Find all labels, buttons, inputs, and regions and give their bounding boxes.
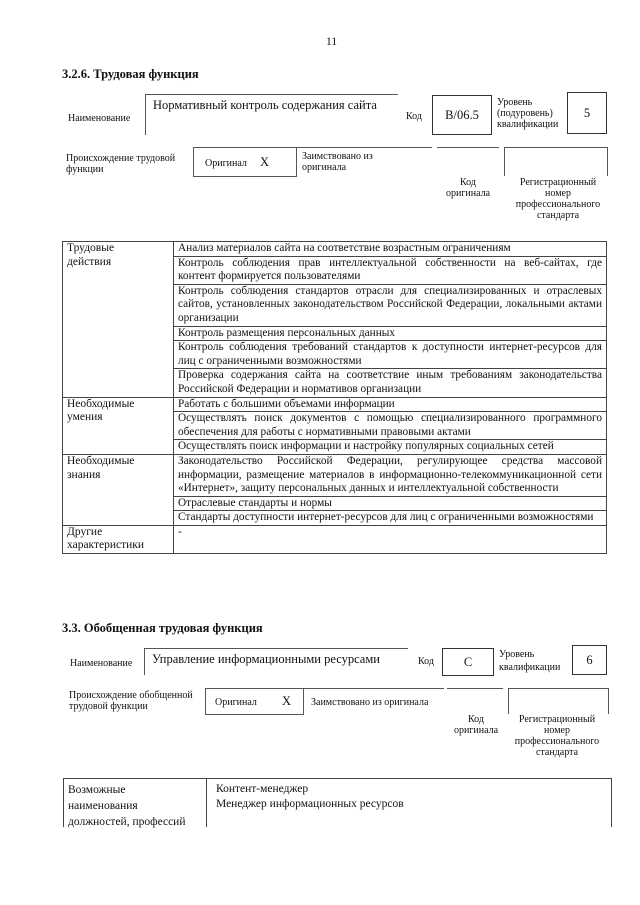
level-box: 5 [567,92,607,134]
level-label [499,649,560,673]
caption-line: номер [545,188,571,199]
caption-line: Регистрационный [519,177,597,188]
level-label-line: Уровень [497,97,533,108]
name-box [145,94,398,135]
origin-label-line: трудовой функции [69,701,148,712]
other-label [63,525,174,553]
origin-label-line: Происхождение трудовой [66,153,176,164]
caption-line: оригинала [445,188,491,199]
borrowed-label: Заимствовано из оригинала [311,697,429,708]
borrowed-box [303,688,444,714]
label-line: Необходимые [67,397,135,410]
positions-label-cell [64,779,207,827]
list-item: Контент-менеджер [216,783,309,795]
knowledge-item: Стандарты доступности интернет-ресурсов для лиц с ограниченными возможностями [174,511,607,526]
page-number: 11 [326,36,338,48]
origin-label-line: Происхождение обобщенной [69,690,193,701]
knowledge-label [63,454,174,525]
skill: Работать с большими объемами информации [174,397,607,412]
labor-action: Анализ материалов сайта на соответствие возрастным ограничениям [174,242,607,257]
origin-label-line: функции [66,164,104,175]
labor-action: Контроль соблюдения требований стандартов к доступности интернет-ресурсов для лиц с ограниченными возможностями [174,341,607,369]
level-label-line: квалификации [497,119,559,130]
caption-line: номер [544,725,570,736]
origin-label [66,153,175,175]
caption-line: оригинала [453,725,499,736]
borrowed-label-line: оригинала [302,162,347,173]
positions-list [216,782,404,812]
labor-actions-label [63,242,174,398]
skill: Осуществлять поиск информации и настройку популярных социальных сетей [174,440,607,455]
original-box [193,147,297,177]
labor-function-table [62,241,607,554]
section-heading: 3.2.6. Трудовая функция [62,67,199,81]
level-box: 6 [572,645,607,675]
level-label [497,97,558,130]
name-label: Наименование [68,113,131,124]
original-mark: X [282,694,292,708]
caption-line: Регистрационный [518,714,596,725]
labor-action: Контроль соблюдения стандартов отрасли для специализированных и отраслевых сайтов, установленных законодательством Российской Федерации, локальными актами организации [174,284,607,326]
code-original-box [437,147,499,176]
reg-number-box [504,147,608,176]
level-label-line: (подуровень) [497,108,553,119]
code-box: B/06.5 [432,95,492,135]
reg-number-box [508,688,609,714]
level-label-line: квалификации [499,662,561,673]
code-original-caption [445,714,507,736]
labor-action: Контроль соблюдения прав интеллектуальной собственности на веб-сайтах, где контент формируется пользователями [174,256,607,284]
caption-line: стандарта [535,747,579,758]
level-label-line: Уровень [499,649,535,660]
labor-action: Контроль размещения персональных данных [174,326,607,341]
caption-line: профессионального [515,199,601,210]
code-label: Код [406,111,422,122]
label-line: Необходимые [67,454,135,467]
label-line: действия [67,255,112,268]
caption-line: Код [460,177,476,188]
caption-line: Код [468,714,484,725]
original-label: Оригинал [205,158,247,169]
knowledge-item: Законодательство Российской Федерации, регулирующее средства массовой информации, размещение материалов в информационно-телекоммуникационной сети «Интернет», защиту персональных данных и интеллектуальной собственности [174,454,607,496]
borrowed-label-line: Заимствовано из [302,151,373,162]
positions-label [64,779,206,830]
skill: Осуществлять поиск документов с помощью специализированного программного обеспечения для работы с нормативными правовыми актами [174,412,607,440]
section-heading: 3.3. Обобщенная трудовая функция [62,621,263,635]
table-row [63,397,607,412]
label-line: характеристики [67,539,145,552]
table-row [63,525,607,553]
table-row [63,454,607,496]
reg-number-caption [504,177,612,221]
original-box [205,688,304,715]
code-label: Код [418,656,434,667]
positions-table [63,778,612,827]
origin-label [69,690,193,712]
label-line: Другие [67,525,103,538]
label-line: наименования [68,800,138,812]
code-original-caption [437,177,499,199]
label-line: Трудовые [67,242,115,254]
caption-line: стандарта [536,210,580,221]
function-name: Нормативный контроль содержания сайта [153,98,377,112]
borrowed-box [296,147,432,176]
reg-number-caption [503,714,611,758]
label-line: умения [67,411,103,424]
name-label: Наименование [70,658,133,669]
code-box: C [442,648,494,676]
function-name: Управление информационными ресурсами [152,652,380,666]
borrowed-label [297,148,432,173]
caption-line: профессионального [514,736,600,747]
labor-action: Проверка содержания сайта на соответствие иным требованиям законодательства Российской Федерации и нормативов организации [174,369,607,397]
original-mark: X [260,155,270,169]
label-line: Возможные [68,784,126,796]
label-line: знания [67,468,101,481]
code-original-box [447,688,503,714]
skills-label [63,397,174,454]
other-value: - [174,525,607,553]
name-box [144,648,408,675]
original-label: Оригинал [215,697,257,708]
knowledge-item: Отраслевые стандарты и нормы [174,496,607,511]
table-row [63,242,607,257]
label-line: должностей, профессий [68,816,186,828]
list-item: Менеджер информационных ресурсов [216,798,404,810]
